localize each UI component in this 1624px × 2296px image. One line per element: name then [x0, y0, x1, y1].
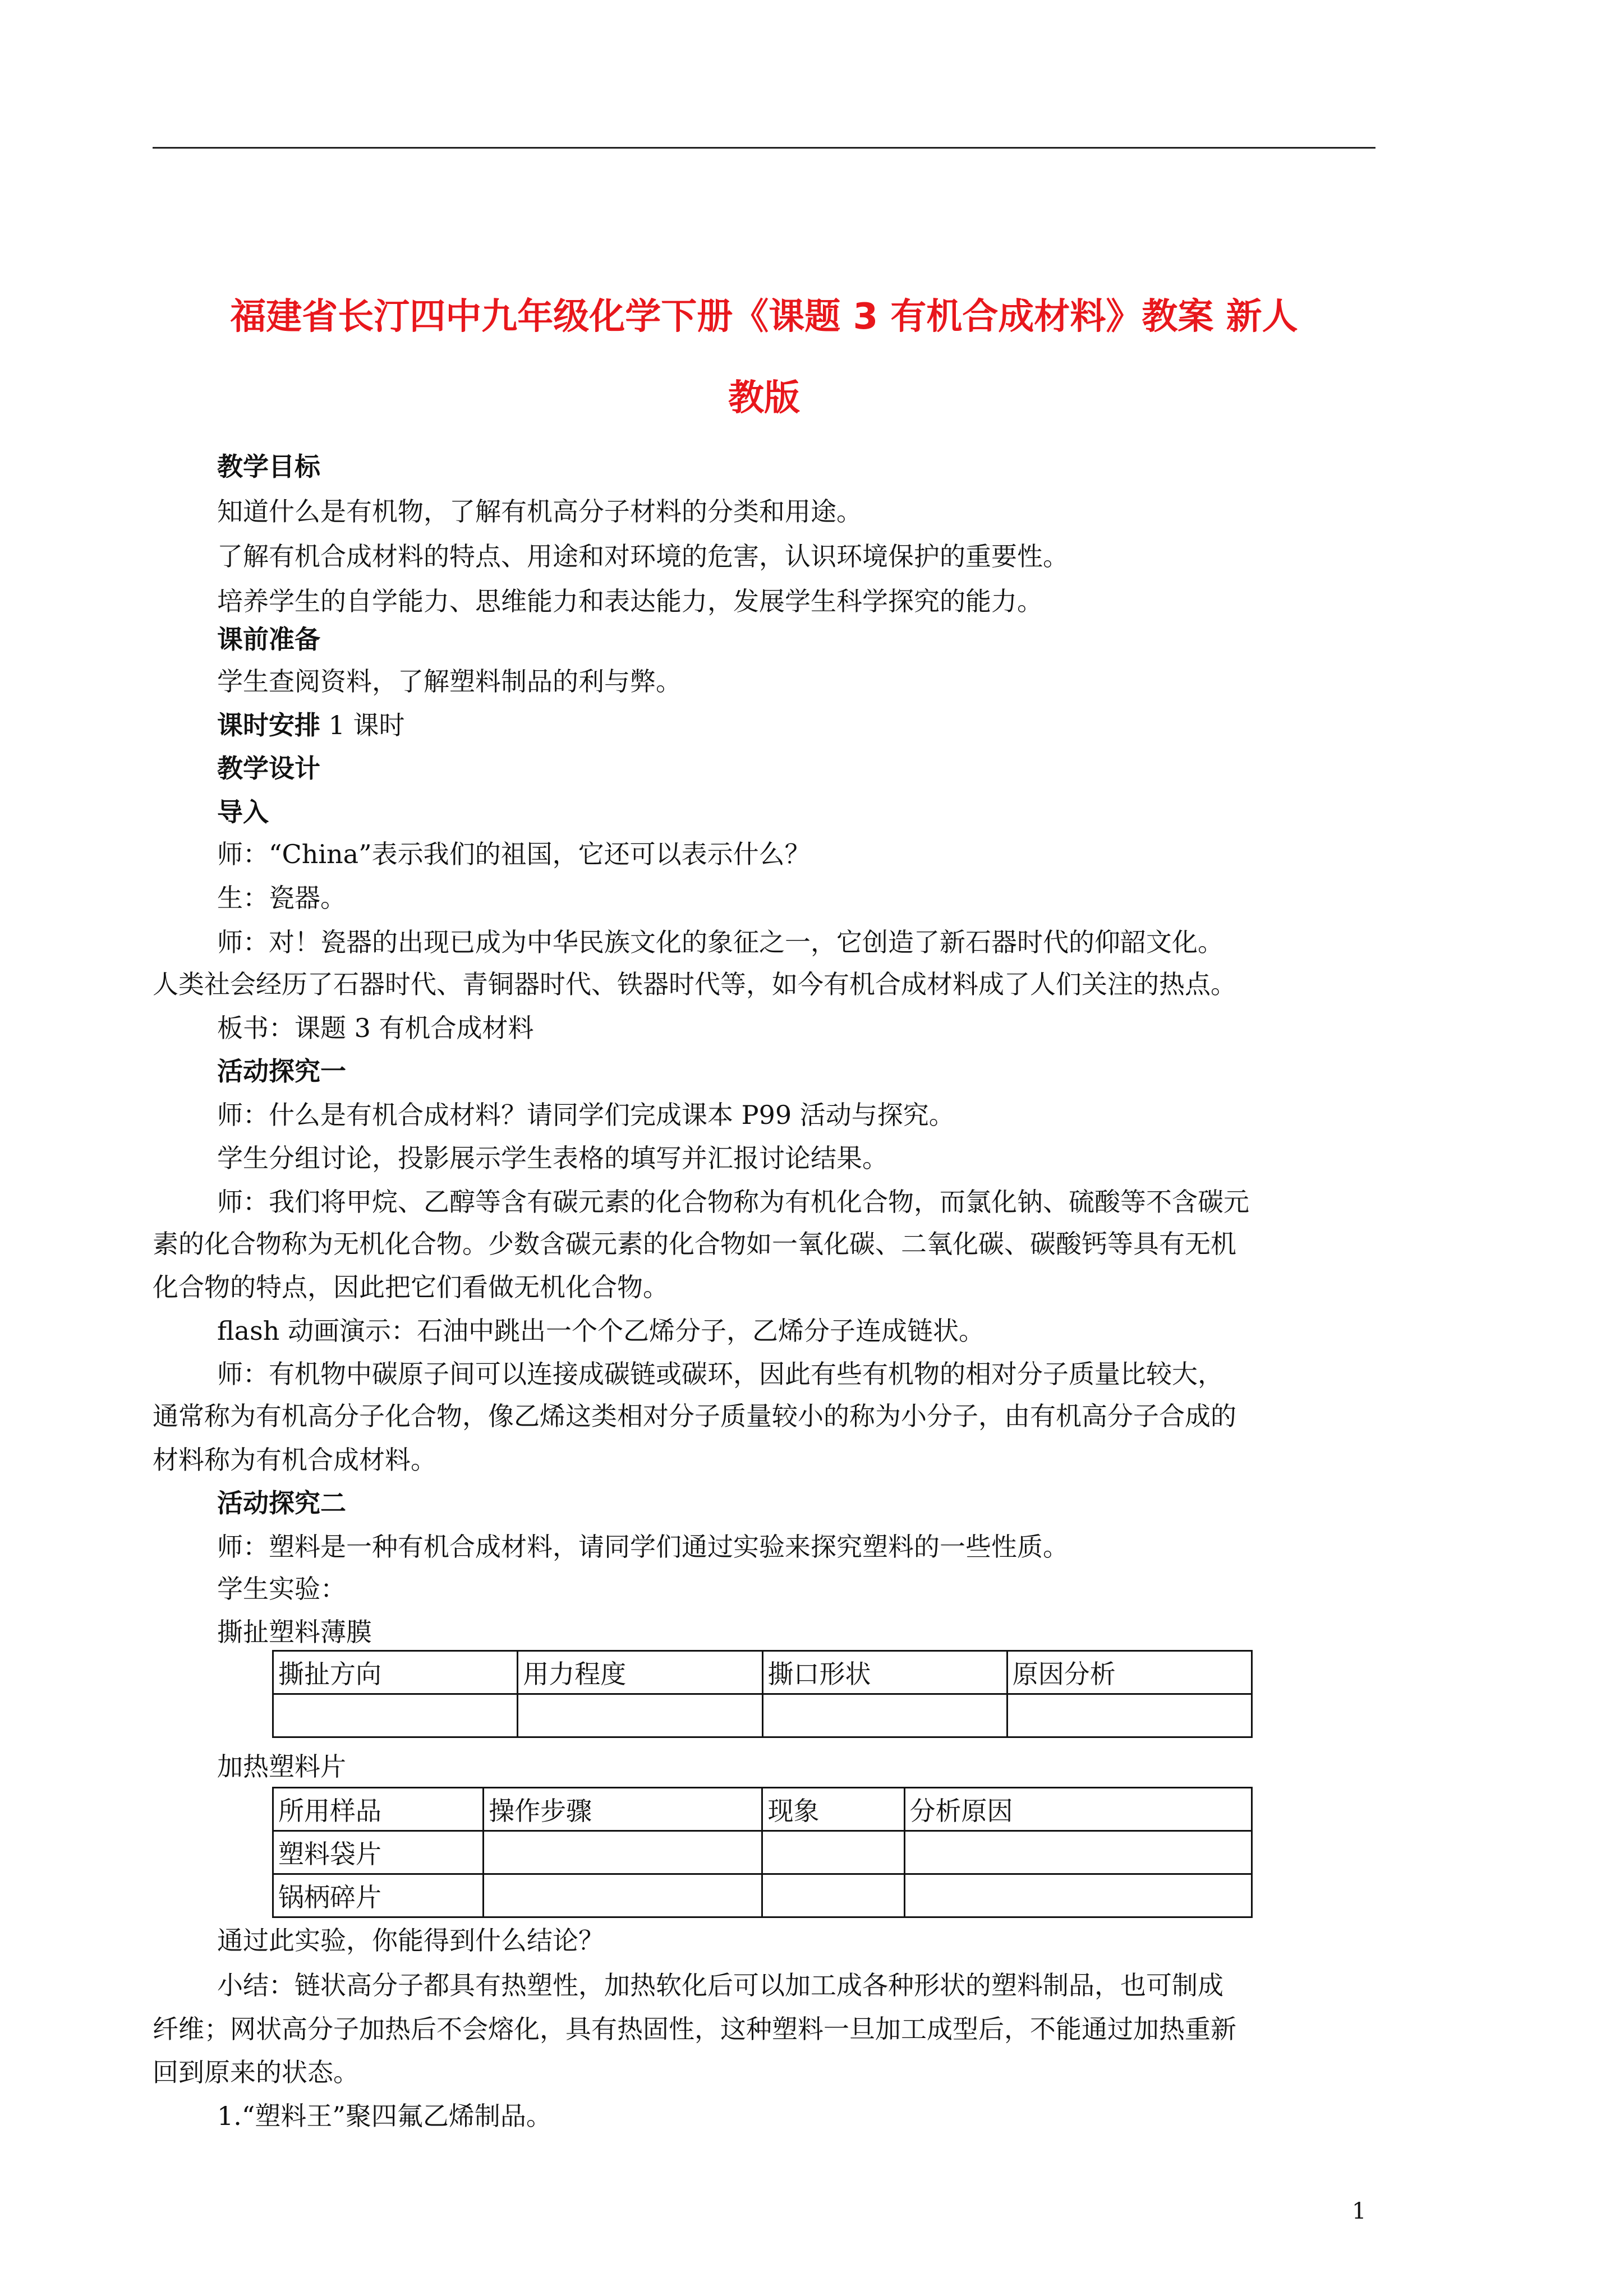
- paragraph-line: 师：塑料是一种有机合成材料，请同学们通过实验来探究塑料的一些性质。: [217, 1532, 1069, 1562]
- paragraph-line: 学生查阅资料，了解塑料制品的利与弊。: [217, 666, 682, 697]
- paragraph-line: 纤维；网状高分子加热后不会熔化，具有热固性，这种塑料一旦加工成型后，不能通过加热重新: [153, 2014, 1236, 2044]
- paragraph-line: 回到原来的状态。: [153, 2057, 359, 2087]
- table-caption: 撕扯塑料薄膜: [217, 1617, 372, 1647]
- paragraph-line: 1.“塑料王”聚四氟乙烯制品。: [217, 2101, 552, 2131]
- table-header-cell: 撕扯方向: [273, 1651, 518, 1694]
- paragraph-line: 了解有机合成材料的特点、用途和对环境的危害，认识环境保护的重要性。: [217, 541, 1069, 571]
- table-cell: [1007, 1694, 1252, 1737]
- table-header-row: [273, 1651, 1252, 1694]
- paragraph-line: 师：对！瓷器的出现已成为中华民族文化的象征之一，它创造了新石器时代的仰韶文化。: [217, 927, 1223, 957]
- section-heading: 导入: [217, 797, 269, 827]
- tear-test-table: [272, 1650, 1253, 1738]
- table-cell: [762, 1694, 1007, 1737]
- section-heading: 教学目标: [217, 451, 320, 482]
- paragraph-line: 化合物的特点，因此把它们看做无机化合物。: [153, 1272, 669, 1302]
- section-heading: 活动探究一: [217, 1056, 346, 1086]
- document-title-line-2: 教版: [728, 377, 800, 419]
- table-row: [273, 1831, 1252, 1874]
- heating-test-table: [272, 1787, 1253, 1918]
- table-row: [273, 1694, 1252, 1737]
- table-row: [273, 1874, 1252, 1917]
- table-cell: [273, 1694, 518, 1737]
- paragraph-line: 学生实验：: [217, 1574, 346, 1604]
- paragraph-line: 学生分组讨论，投影展示学生表格的填写并汇报讨论结果。: [217, 1143, 888, 1173]
- paragraph-line: 生：瓷器。: [217, 883, 346, 913]
- table-cell: [518, 1694, 762, 1737]
- table-header-cell: 撕口形状: [762, 1651, 1007, 1694]
- page-number: 1: [1352, 2198, 1367, 2224]
- table-cell: [484, 1874, 762, 1917]
- paragraph-line: 知道什么是有机物，了解有机高分子材料的分类和用途。: [217, 496, 862, 527]
- paragraph-line: 师：我们将甲烷、乙醇等含有碳元素的化合物称为有机化合物，而氯化钠、硫酸等不含碳元: [217, 1187, 1249, 1217]
- document-title-line-1: 福建省长汀四中九年级化学下册《课题 3 有机合成材料》教案 新人: [230, 296, 1298, 338]
- section-heading: 活动探究二: [217, 1488, 346, 1518]
- schedule-line: [153, 703, 1375, 748]
- paragraph-line: 素的化合物称为无机化合物。少数含碳元素的化合物如一氧化碳、二氧化碳、碳酸钙等具有无机: [153, 1229, 1236, 1259]
- table-row-label: 塑料袋片: [273, 1831, 484, 1874]
- paragraph-line: 通常称为有机高分子化合物，像乙烯这类相对分子质量较小的称为小分子，由有机高分子合成的: [153, 1401, 1236, 1431]
- section-heading: 教学设计: [217, 753, 320, 783]
- paragraph-line: 师：有机物中碳原子间可以连接成碳链或碳环，因此有些有机物的相对分子质量比较大，: [217, 1359, 1223, 1389]
- table-header-cell: 分析原因: [904, 1788, 1252, 1831]
- paragraph-line: 培养学生的自学能力、思维能力和表达能力，发展学生科学探究的能力。: [217, 586, 1043, 616]
- paragraph-line: flash 动画演示：石油中跳出一个个乙烯分子，乙烯分子连成链状。: [217, 1316, 984, 1346]
- table-header-cell: 原因分析: [1007, 1651, 1252, 1694]
- paragraph-line: 材料称为有机合成材料。: [153, 1445, 436, 1475]
- table-header-cell: 现象: [762, 1788, 904, 1831]
- table-cell: [762, 1874, 904, 1917]
- table-header-row: [273, 1788, 1252, 1831]
- paragraph-line: 师：“China”表示我们的祖国，它还可以表示什么？: [217, 839, 811, 869]
- table-row-label: 锅柄碎片: [273, 1874, 484, 1917]
- table-caption: 加热塑料片: [217, 1751, 346, 1782]
- section-heading: 课时安排: [217, 710, 320, 740]
- paragraph-line: 人类社会经历了石器时代、青铜器时代、铁器时代等，如今有机合成材料成了人们关注的热点。: [153, 969, 1236, 999]
- paragraph-line: 板书：课题 3 有机合成材料: [217, 1013, 534, 1043]
- table-header-cell: 所用样品: [273, 1788, 484, 1831]
- table-cell: [904, 1831, 1252, 1874]
- schedule-value: 1 课时: [320, 710, 405, 740]
- section-heading: 课前准备: [217, 624, 320, 654]
- table-cell: [762, 1831, 904, 1874]
- table-cell: [904, 1874, 1252, 1917]
- table-header-cell: 用力程度: [518, 1651, 762, 1694]
- paragraph-line: 通过此实验，你能得到什么结论？: [217, 1925, 604, 1956]
- table-header-cell: 操作步骤: [484, 1788, 762, 1831]
- paragraph-line: 小结：链状高分子都具有热塑性，加热软化后可以加工成各种形状的塑料制品，也可制成: [217, 1970, 1223, 2000]
- header-rule: [153, 147, 1375, 149]
- paragraph-line: 师：什么是有机合成材料？请同学们完成课本 P99 活动与探究。: [217, 1100, 955, 1130]
- table-cell: [484, 1831, 762, 1874]
